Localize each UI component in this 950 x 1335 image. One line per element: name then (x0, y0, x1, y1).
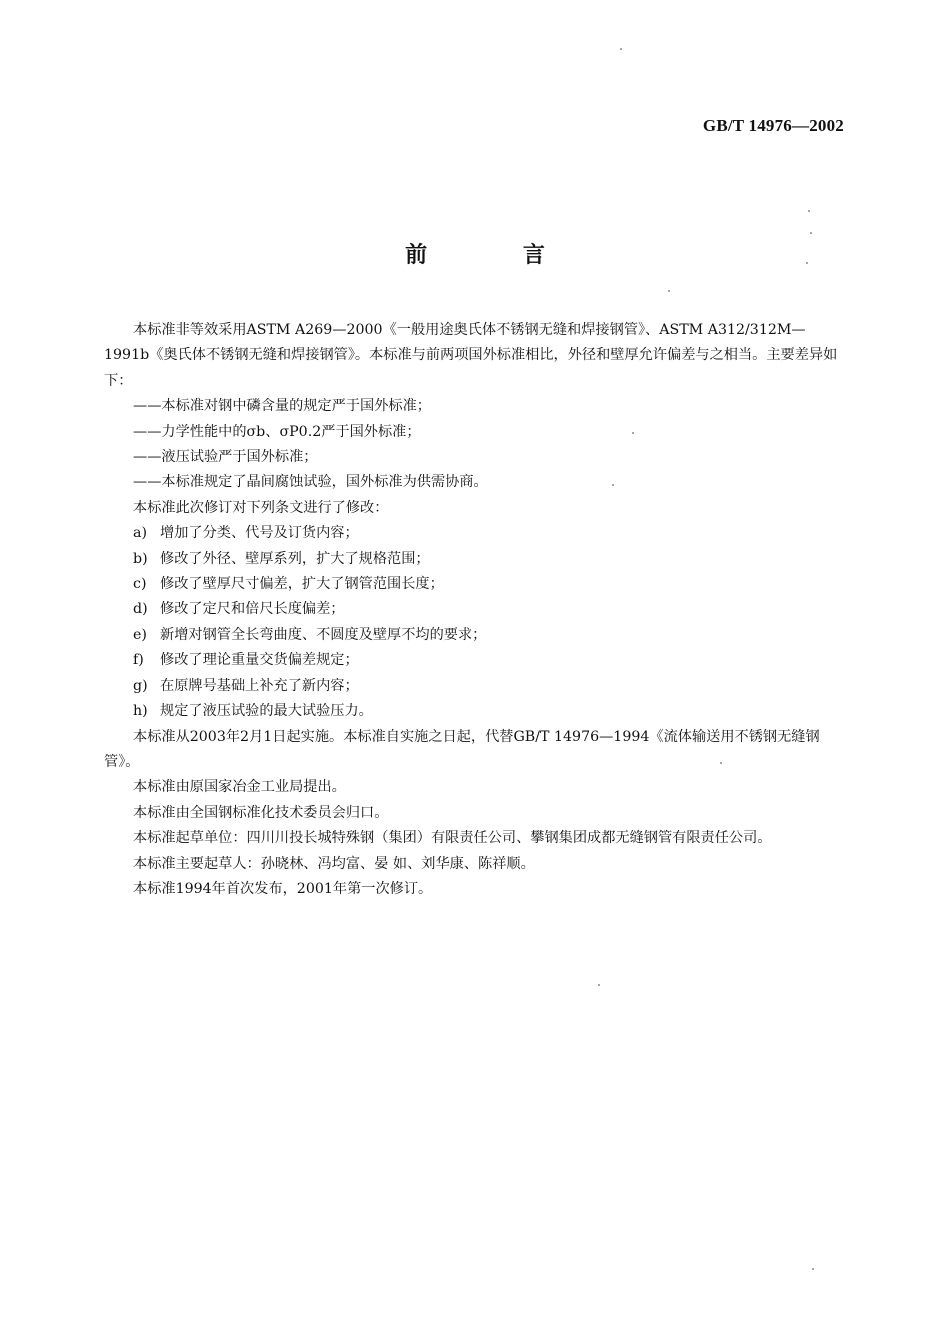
standard-code: GB/T 14976—2002 (702, 116, 844, 135)
scan-speck (810, 232, 812, 234)
revision-item-e (104, 623, 844, 648)
revision-item-b (104, 547, 844, 572)
revision-item-f (104, 648, 844, 673)
history-paragraph: 本标准1994年首次发布，2001年第一次修订。 (133, 880, 433, 897)
difference-item-3: ——液压试验严于国外标准； (133, 449, 318, 466)
scan-speck (720, 762, 722, 764)
revision-text: 增加了分类、代号及订货内容； (160, 525, 359, 542)
revision-text: 修改了理论重量交货偏差规定； (160, 652, 359, 669)
scan-speck (598, 984, 600, 986)
revision-text: 新增对钢管全长弯曲度、不圆度及壁厚不均的要求； (160, 626, 487, 643)
revision-label: a) (133, 525, 147, 542)
revision-text: 在原牌号基础上补充了新内容； (160, 677, 359, 694)
effective-date-paragraph: 本标准从2003年2月1日起实施。本标准自实施之日起，代替GB/T 14976—1994《流体输送用不锈钢无缝钢管》。 (104, 728, 820, 770)
revision-label: f) (133, 652, 144, 669)
scan-speck (812, 1268, 814, 1270)
intro-paragraph: 本标准非等效采用ASTM A269—2000《一般用途奥氏体不锈钢无缝和焊接钢管》、ASTM A312/312M—1991b《奥氏体不锈钢无缝和焊接钢管》。本标准与前两项国外标准相比，外径和壁厚允许偏差与之相当。主要差异如下： (104, 322, 838, 389)
difference-item-4: ——本标准规定了晶间腐蚀试验，国外标准为供需协商。 (133, 474, 488, 491)
page-title: 前 言 (405, 243, 589, 268)
revision-text: 修改了外径、壁厚系列，扩大了规格范围； (160, 550, 430, 567)
revision-item-d (104, 597, 844, 622)
revision-text: 规定了液压试验的最大试验压力。 (160, 703, 373, 720)
revision-item-g (104, 674, 844, 699)
revision-label: b) (133, 550, 148, 567)
scan-speck (668, 290, 670, 292)
difference-item-2: ——力学性能中的σb、σP0.2严于国外标准； (133, 423, 421, 440)
revision-label: d) (133, 601, 148, 618)
drafters-paragraph: 本标准主要起草人：孙晓林、冯均富、晏 如、刘华康、陈祥顺。 (133, 855, 535, 872)
committee-paragraph: 本标准由全国钢标准化技术委员会归口。 (133, 804, 389, 821)
revision-label: g) (133, 677, 148, 694)
revision-item-a (104, 521, 844, 546)
proposer-paragraph: 本标准由原国家冶金工业局提出。 (133, 779, 346, 796)
scan-speck (632, 432, 634, 434)
revision-item-c (104, 572, 844, 597)
document-body (104, 318, 844, 902)
revision-label: h) (133, 703, 148, 720)
revision-text: 修改了壁厚尺寸偏差，扩大了钢管范围长度； (160, 576, 444, 593)
scan-speck (612, 484, 614, 486)
revision-intro: 本标准此次修订对下列条文进行了修改： (133, 499, 389, 516)
drafting-units-paragraph: 本标准起草单位：四川川投长城特殊钢（集团）有限责任公司、攀钢集团成都无缝钢管有限责任公司。 (133, 830, 772, 847)
scan-speck (806, 262, 808, 264)
revision-item-h (104, 699, 844, 724)
revision-label: c) (133, 576, 147, 593)
revision-label: e) (133, 626, 147, 643)
revision-text: 修改了定尺和倍尺长度偏差； (160, 601, 345, 618)
scan-speck (620, 48, 622, 50)
scan-speck (808, 210, 810, 212)
difference-item-1: ——本标准对钢中磷含量的规定严于国外标准； (133, 398, 431, 415)
